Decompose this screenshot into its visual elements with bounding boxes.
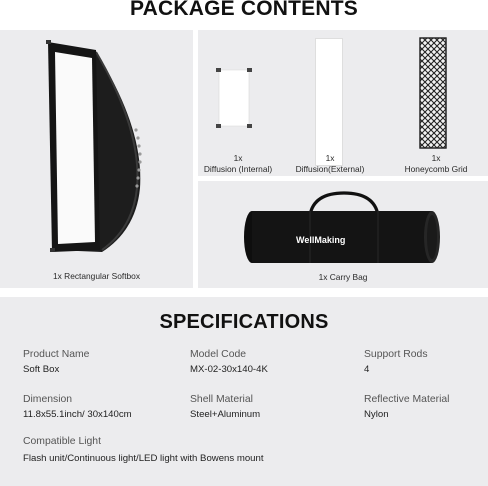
softbox-panel [0, 30, 193, 288]
specifications-title: SPECIFICATIONS [159, 311, 329, 333]
spec-value-model-code: MX-02-30x140-4K [190, 364, 268, 375]
spec-value-product-name: Soft Box [23, 364, 60, 375]
spec-value-shell-material: Steel+Aluminum [190, 409, 261, 420]
carry-bag-image [244, 189, 440, 265]
spec-value-support-rods: 4 [364, 364, 370, 375]
external-diffusion-qty: 1x [325, 153, 335, 163]
softbox-image [40, 38, 150, 260]
bag-brand-logo: WellMaking [296, 235, 346, 245]
internal-diffusion-image [216, 68, 252, 128]
spec-label-reflective-material: Reflective Material [364, 394, 450, 405]
internal-diffusion-name: Diffusion (Internal) [203, 164, 273, 174]
spec-label-compatible-light: Compatible Light [23, 436, 101, 447]
spec-label-model-code: Model Code [190, 349, 247, 360]
honeycomb-grid-image [419, 37, 447, 149]
honeycomb-grid-qty: 1x [431, 153, 441, 163]
spec-label-support-rods: Support Rods [364, 349, 428, 360]
spec-value-reflective-material: Nylon [364, 409, 389, 420]
external-diffusion-name: Diffusion(External) [295, 164, 365, 174]
spec-value-compatible-light: Flash unit/Continuous light/LED light with Bowens mount [23, 453, 264, 464]
spec-label-product-name: Product Name [23, 349, 90, 360]
package-contents-title: PACKAGE CONTENTS [130, 0, 358, 20]
softbox-caption: 1x Rectangular Softbox [52, 271, 141, 281]
diffusers-panel [198, 30, 488, 176]
honeycomb-grid-name: Honeycomb Grid [404, 164, 468, 174]
external-diffusion-image [315, 38, 343, 166]
spec-label-shell-material: Shell Material [190, 394, 253, 405]
spec-label-dimension: Dimension [23, 394, 73, 405]
spec-value-dimension: 11.8x55.1inch/ 30x140cm [23, 409, 132, 420]
internal-diffusion-qty: 1x [233, 153, 243, 163]
carry-bag-panel [198, 181, 488, 288]
carry-bag-caption: 1x Carry Bag [318, 272, 368, 282]
